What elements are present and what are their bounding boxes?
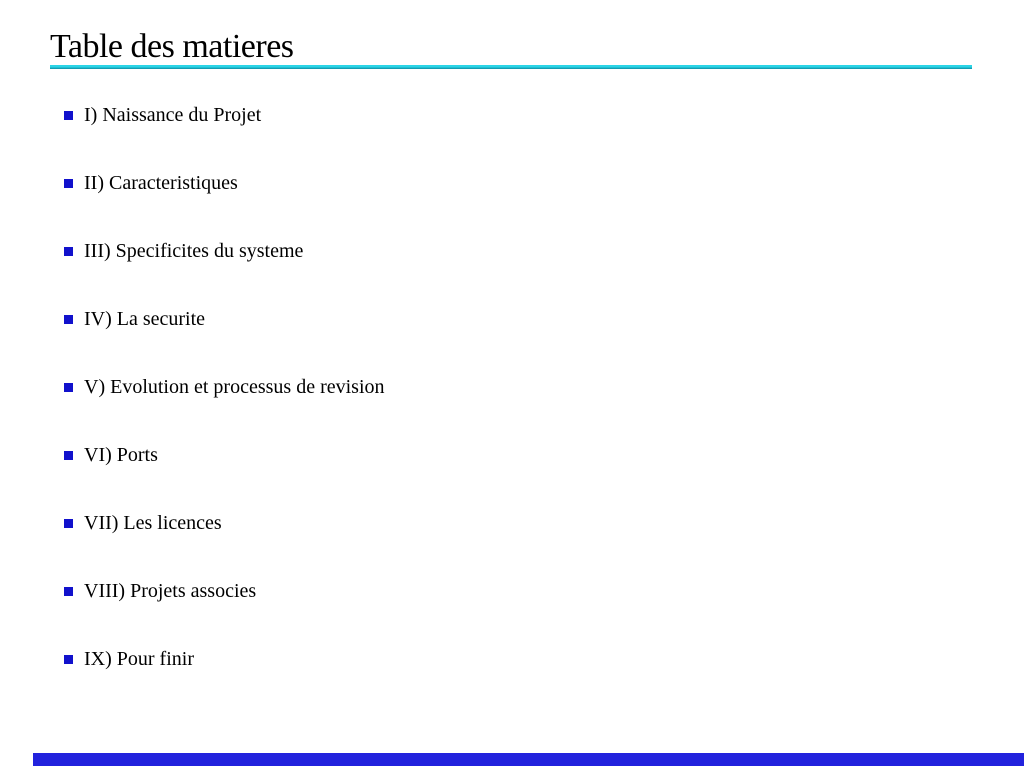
square-bullet-icon <box>64 383 73 392</box>
square-bullet-icon <box>64 587 73 596</box>
square-bullet-icon <box>64 111 73 120</box>
toc-item <box>64 489 385 557</box>
toc-item <box>64 625 385 693</box>
toc-list <box>64 81 385 693</box>
toc-item <box>64 353 385 421</box>
toc-item <box>64 217 385 285</box>
toc-item-label: VII) Les licences <box>84 512 222 534</box>
toc-item-label: V) Evolution et processus de revision <box>84 376 385 398</box>
toc-item <box>64 81 385 149</box>
square-bullet-icon <box>64 451 73 460</box>
toc-item <box>64 557 385 625</box>
toc-item <box>64 285 385 353</box>
square-bullet-icon <box>64 247 73 256</box>
title-underline <box>50 65 972 69</box>
toc-item-label: II) Caracteristiques <box>84 172 238 194</box>
square-bullet-icon <box>64 179 73 188</box>
page-title: Table des matieres <box>50 28 294 65</box>
toc-item-label: III) Specificites du systeme <box>84 240 304 262</box>
toc-item <box>64 421 385 489</box>
footer-bar <box>33 753 1024 766</box>
square-bullet-icon <box>64 655 73 664</box>
toc-item-label: VIII) Projets associes <box>84 580 257 602</box>
toc-item-label: I) Naissance du Projet <box>84 104 262 126</box>
toc-item-label: VI) Ports <box>84 444 158 466</box>
square-bullet-icon <box>64 315 73 324</box>
toc-item-label: IX) Pour finir <box>84 648 194 670</box>
toc-item-label: IV) La securite <box>84 308 206 330</box>
square-bullet-icon <box>64 519 73 528</box>
toc-item <box>64 149 385 217</box>
